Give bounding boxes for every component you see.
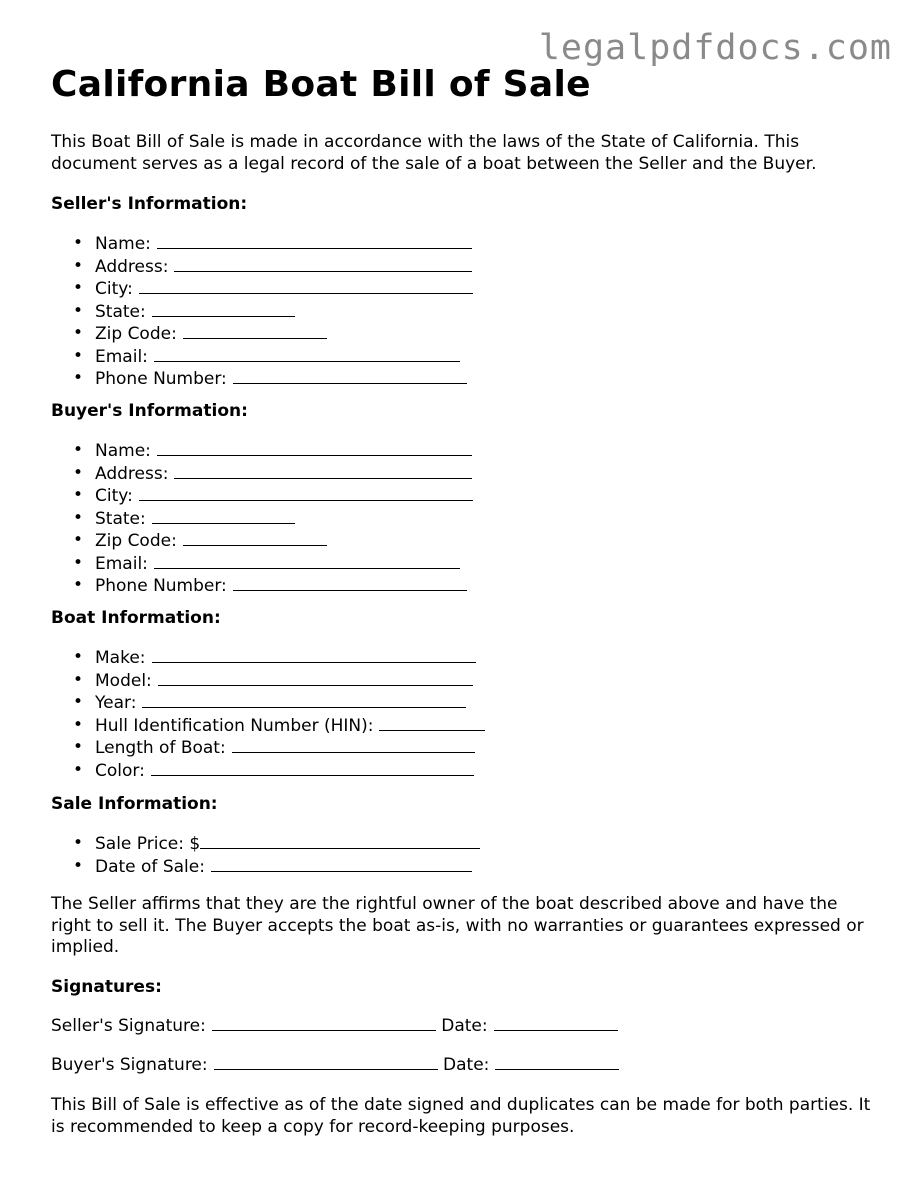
seller-date-blank[interactable] — [494, 1015, 618, 1031]
name-blank[interactable] — [157, 233, 472, 249]
email-blank[interactable] — [154, 553, 460, 569]
list-item — [95, 278, 473, 301]
list-item — [95, 647, 485, 670]
seller-heading: Seller's Information: — [51, 194, 248, 214]
seller-signature-label: Seller's Signature: — [51, 1016, 206, 1036]
list-item — [95, 856, 480, 879]
intro-paragraph: This Boat Bill of Sale is made in accordance with the laws of the State of California. This document serves as a legal record of the sale of a boat between the Seller and the Buyer. — [51, 132, 817, 174]
field-label: Date of Sale: — [95, 856, 205, 877]
field-label: Phone Number: — [95, 576, 227, 596]
list-item — [95, 575, 473, 598]
list-item — [95, 833, 480, 856]
buyer-signature-row — [51, 1054, 619, 1076]
watermark: legalpdfdocs.com — [538, 28, 892, 68]
field-label: Address: — [95, 256, 169, 277]
field-label: Name: — [95, 441, 151, 461]
sale-field-list — [51, 833, 480, 878]
buyer-date-blank[interactable] — [495, 1054, 619, 1070]
sale-price-blank[interactable] — [200, 833, 480, 849]
field-label: Color: — [95, 760, 145, 781]
field-label: Year: — [95, 693, 137, 713]
state-blank[interactable] — [152, 301, 295, 317]
boat-field-list — [51, 647, 485, 782]
buyer-signature-label: Buyer's Signature: — [51, 1055, 208, 1075]
buyer-signature-blank[interactable] — [214, 1054, 438, 1070]
buyer-field-list — [51, 440, 473, 598]
field-label: Hull Identification Number (HIN): — [95, 715, 374, 736]
field-label: Name: — [95, 234, 151, 254]
seller-field-list — [51, 233, 473, 391]
list-item — [95, 670, 485, 693]
list-item — [95, 301, 473, 324]
field-label: Sale Price: $ — [95, 834, 201, 854]
field-label: Zip Code: — [95, 324, 177, 344]
field-label: Email: — [95, 553, 148, 574]
list-item — [95, 553, 473, 576]
closing-paragraph: This Bill of Sale is effective as of the date signed and duplicates can be made for both parties. It is recommended to keep a copy for record-keeping purposes. — [51, 1095, 871, 1137]
field-label: Zip Code: — [95, 531, 177, 551]
hin-blank[interactable] — [379, 715, 485, 731]
boat-heading: Boat Information: — [51, 608, 221, 628]
email-blank[interactable] — [154, 346, 460, 362]
address-blank[interactable] — [174, 463, 472, 479]
field-label: State: — [95, 301, 146, 322]
date-label: Date: — [443, 1055, 490, 1075]
field-label: Length of Boat: — [95, 738, 226, 758]
length-of-boat-blank[interactable] — [232, 737, 475, 753]
date-of-sale-blank[interactable] — [211, 856, 472, 872]
model-blank[interactable] — [158, 670, 473, 686]
phone-number-blank[interactable] — [233, 368, 467, 384]
city-blank[interactable] — [139, 485, 473, 501]
color-blank[interactable] — [151, 760, 474, 776]
field-label: Make: — [95, 648, 146, 668]
list-item — [95, 760, 485, 783]
list-item — [95, 440, 473, 463]
list-item — [95, 233, 473, 256]
phone-number-blank[interactable] — [233, 575, 467, 591]
list-item — [95, 323, 473, 346]
list-item — [95, 256, 473, 279]
sale-heading: Sale Information: — [51, 794, 218, 814]
list-item — [95, 485, 473, 508]
buyer-heading: Buyer's Information: — [51, 401, 248, 421]
year-blank[interactable] — [142, 692, 466, 708]
seller-signature-blank[interactable] — [212, 1015, 436, 1031]
city-blank[interactable] — [139, 278, 473, 294]
date-label: Date: — [441, 1016, 488, 1036]
field-label: Address: — [95, 463, 169, 484]
seller-signature-row — [51, 1015, 618, 1037]
list-item — [95, 368, 473, 391]
name-blank[interactable] — [157, 440, 472, 456]
state-blank[interactable] — [152, 508, 295, 524]
affirmation-paragraph: The Seller affirms that they are the rightful owner of the boat described above and have the right to sell it. The Buyer accepts the boat as-is, with no warranties or guarantees expressed or implied. — [51, 894, 864, 957]
zip-code-blank[interactable] — [183, 530, 327, 546]
list-item — [95, 692, 485, 715]
field-label: State: — [95, 508, 146, 529]
list-item — [95, 737, 485, 760]
zip-code-blank[interactable] — [183, 323, 327, 339]
signatures-heading: Signatures: — [51, 977, 162, 997]
list-item — [95, 715, 485, 738]
field-label: Phone Number: — [95, 369, 227, 389]
list-item — [95, 530, 473, 553]
field-label: Email: — [95, 346, 148, 367]
field-label: City: — [95, 486, 133, 506]
field-label: City: — [95, 279, 133, 299]
list-item — [95, 463, 473, 486]
list-item — [95, 508, 473, 531]
page-title: California Boat Bill of Sale — [51, 64, 591, 105]
list-item — [95, 346, 473, 369]
address-blank[interactable] — [174, 256, 472, 272]
field-label: Model: — [95, 670, 152, 691]
make-blank[interactable] — [152, 647, 476, 663]
